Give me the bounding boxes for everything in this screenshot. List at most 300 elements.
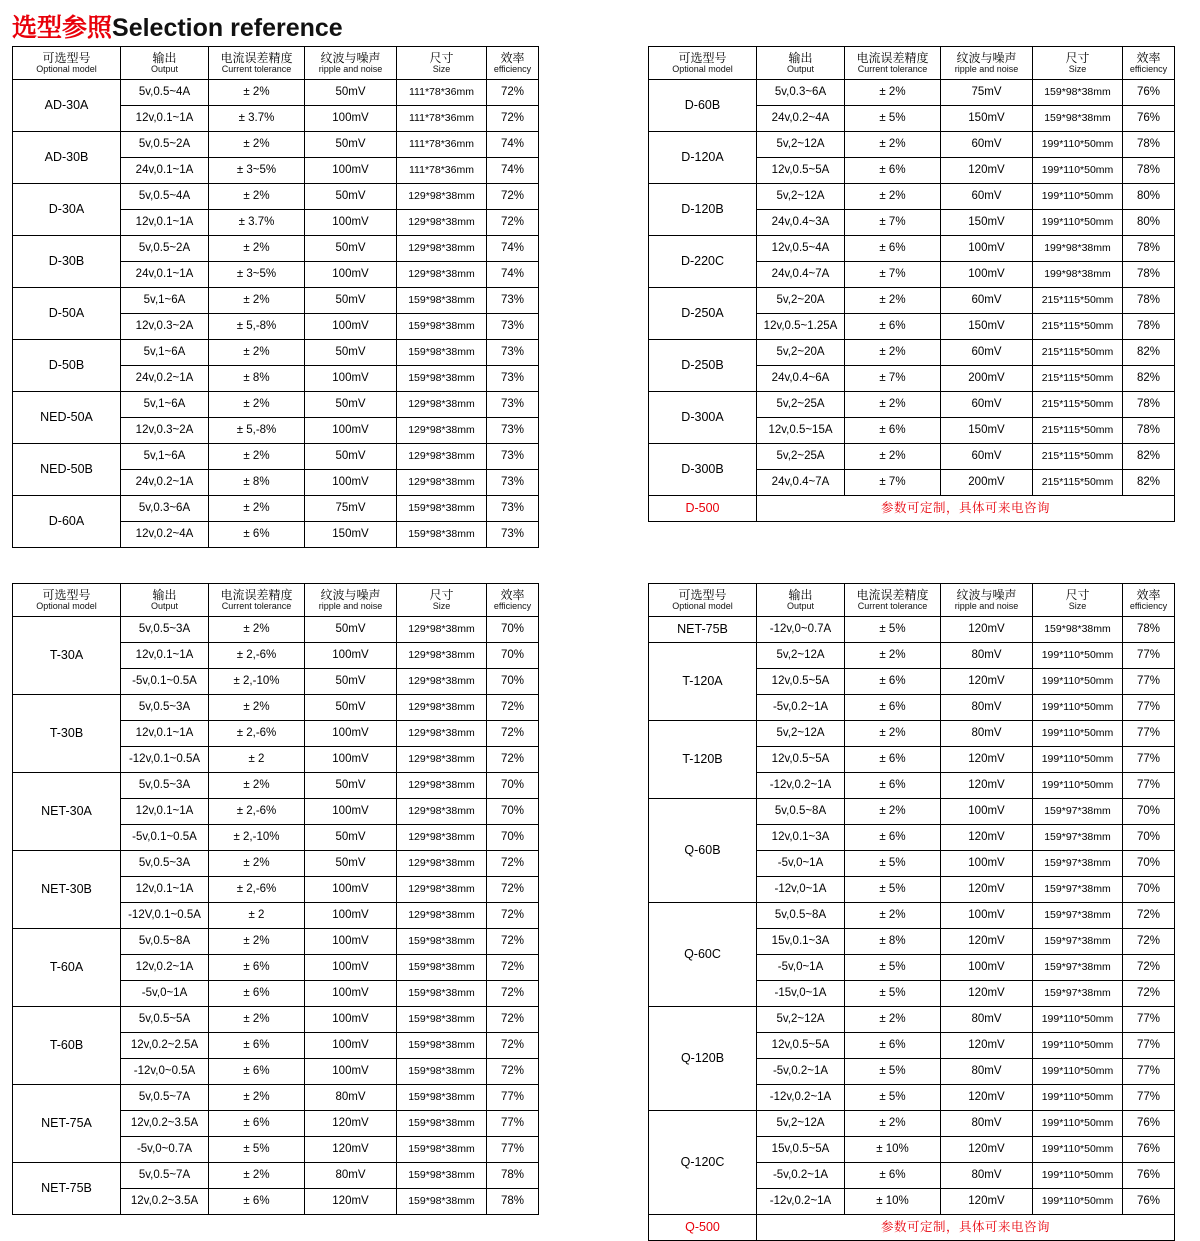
size-cell: 199*110*50mm [1033, 132, 1123, 158]
output-cell: -12v,0~0.5A [121, 1059, 209, 1085]
size-cell: 215*115*50mm [1033, 366, 1123, 392]
table-row [649, 643, 1175, 669]
size-cell: 199*110*50mm [1033, 643, 1123, 669]
output-cell: 5v,0.5~8A [757, 799, 845, 825]
table-row [13, 340, 539, 366]
efficiency-cell: 82% [1123, 340, 1175, 366]
output-cell: 15v,0.1~3A [757, 929, 845, 955]
size-cell: 199*110*50mm [1033, 1163, 1123, 1189]
tolerance-cell: ± 2% [845, 1007, 941, 1033]
ripple-cell: 120mV [941, 981, 1033, 1007]
efficiency-cell: 72% [487, 695, 539, 721]
efficiency-cell: 70% [487, 617, 539, 643]
output-cell: 5v,2~12A [757, 132, 845, 158]
size-cell: 215*115*50mm [1033, 418, 1123, 444]
spec-table [648, 46, 1175, 522]
size-cell: 129*98*38mm [397, 617, 487, 643]
output-cell: 5v,1~6A [121, 392, 209, 418]
model-cell: D-250B [649, 340, 757, 392]
output-cell: 12v,0.2~4A [121, 522, 209, 548]
table-row [649, 1111, 1175, 1137]
ripple-cell: 150mV [941, 314, 1033, 340]
ripple-cell: 100mV [305, 262, 397, 288]
ripple-cell: 50mV [305, 444, 397, 470]
model-cell: Q-120B [649, 1007, 757, 1111]
ripple-cell: 100mV [305, 1033, 397, 1059]
output-cell: 5v,1~6A [121, 444, 209, 470]
size-cell: 129*98*38mm [397, 669, 487, 695]
tolerance-cell: ± 2% [845, 80, 941, 106]
tolerance-cell: ± 7% [845, 366, 941, 392]
col-header-efficiency: 效率 efficiency [487, 47, 539, 80]
table-row [649, 617, 1175, 643]
output-cell: 12v,0.2~3.5A [121, 1111, 209, 1137]
ripple-cell: 50mV [305, 851, 397, 877]
ripple-cell: 50mV [305, 340, 397, 366]
ripple-cell: 100mV [305, 210, 397, 236]
tolerance-cell: ± 2% [209, 236, 305, 262]
output-cell: 24v,0.1~1A [121, 158, 209, 184]
efficiency-cell: 77% [487, 1085, 539, 1111]
efficiency-cell: 76% [1123, 1189, 1175, 1215]
ripple-cell: 100mV [305, 903, 397, 929]
table-header-row [649, 584, 1175, 617]
table-row [13, 929, 539, 955]
ripple-cell: 120mV [941, 1033, 1033, 1059]
table-row [13, 851, 539, 877]
size-cell: 129*98*38mm [397, 825, 487, 851]
efficiency-cell: 74% [487, 236, 539, 262]
ripple-cell: 80mV [305, 1163, 397, 1189]
size-cell: 215*115*50mm [1033, 340, 1123, 366]
size-cell: 199*110*50mm [1033, 1189, 1123, 1215]
output-cell: -5v,0.2~1A [757, 1163, 845, 1189]
efficiency-cell: 70% [1123, 799, 1175, 825]
ripple-cell: 50mV [305, 617, 397, 643]
ripple-cell: 120mV [941, 929, 1033, 955]
model-cell: NED-50A [13, 392, 121, 444]
model-cell: NET-75A [13, 1085, 121, 1163]
output-cell: 12v,0.5~5A [757, 669, 845, 695]
ripple-cell: 100mV [941, 903, 1033, 929]
efficiency-cell: 77% [1123, 747, 1175, 773]
model-cell: Q-60B [649, 799, 757, 903]
table-row [649, 184, 1175, 210]
efficiency-cell: 70% [487, 643, 539, 669]
tolerance-cell: ± 2,-10% [209, 669, 305, 695]
tolerance-cell: ± 8% [845, 929, 941, 955]
col-header-efficiency: 效率 efficiency [1123, 584, 1175, 617]
tolerance-cell: ± 8% [209, 366, 305, 392]
efficiency-cell: 80% [1123, 184, 1175, 210]
size-cell: 111*78*36mm [397, 132, 487, 158]
efficiency-cell: 73% [487, 496, 539, 522]
size-cell: 159*97*38mm [1033, 929, 1123, 955]
col-header-size: 尺寸 Size [397, 584, 487, 617]
size-cell: 159*98*38mm [397, 314, 487, 340]
output-cell: 12v,0.5~4A [757, 236, 845, 262]
size-cell: 199*110*50mm [1033, 747, 1123, 773]
tolerance-cell: ± 2% [845, 643, 941, 669]
model-cell: T-60B [13, 1007, 121, 1085]
efficiency-cell: 70% [1123, 851, 1175, 877]
output-cell: 12v,0.1~1A [121, 721, 209, 747]
ripple-cell: 80mV [941, 1007, 1033, 1033]
ripple-cell: 120mV [941, 773, 1033, 799]
tolerance-cell: ± 2% [209, 929, 305, 955]
tolerance-cell: ± 3.7% [209, 210, 305, 236]
output-cell: 5v,1~6A [121, 288, 209, 314]
tolerance-cell: ± 2% [209, 1007, 305, 1033]
output-cell: -5v,0~1A [121, 981, 209, 1007]
tolerance-cell: ± 5,-8% [209, 418, 305, 444]
ripple-cell: 60mV [941, 340, 1033, 366]
model-cell: D-30A [13, 184, 121, 236]
output-cell: 5v,0.5~5A [121, 1007, 209, 1033]
tolerance-cell: ± 2 [209, 747, 305, 773]
output-cell: 12v,0.5~15A [757, 418, 845, 444]
model-cell: T-120B [649, 721, 757, 799]
efficiency-cell: 72% [487, 903, 539, 929]
output-cell: 5v,2~12A [757, 1007, 845, 1033]
efficiency-cell: 72% [487, 184, 539, 210]
efficiency-cell: 82% [1123, 366, 1175, 392]
model-cell: Q-500 [649, 1215, 757, 1241]
col-header-size: 尺寸 Size [1033, 47, 1123, 80]
col-header-model: 可选型号 Optional model [649, 584, 757, 617]
ripple-cell: 50mV [305, 825, 397, 851]
ripple-cell: 100mV [305, 1059, 397, 1085]
ripple-cell: 100mV [305, 643, 397, 669]
tolerance-cell: ± 6% [845, 236, 941, 262]
table-row [13, 617, 539, 643]
ripple-cell: 120mV [941, 669, 1033, 695]
tolerance-cell: ± 2% [209, 132, 305, 158]
size-cell: 199*110*50mm [1033, 773, 1123, 799]
col-header-tolerance: 电流误差精度 Current tolerance [209, 584, 305, 617]
efficiency-cell: 76% [1123, 80, 1175, 106]
tolerance-cell: ± 5% [845, 106, 941, 132]
ripple-cell: 75mV [941, 80, 1033, 106]
efficiency-cell: 77% [487, 1111, 539, 1137]
col-header-tolerance: 电流误差精度 Current tolerance [845, 584, 941, 617]
size-cell: 159*98*38mm [397, 1137, 487, 1163]
size-cell: 129*98*38mm [397, 418, 487, 444]
ripple-cell: 50mV [305, 773, 397, 799]
ripple-cell: 150mV [305, 522, 397, 548]
ripple-cell: 100mV [305, 929, 397, 955]
efficiency-cell: 77% [1123, 721, 1175, 747]
ripple-cell: 100mV [941, 799, 1033, 825]
output-cell: -5v,0~1A [757, 955, 845, 981]
table-row [13, 695, 539, 721]
size-cell: 199*98*38mm [1033, 236, 1123, 262]
efficiency-cell: 78% [1123, 288, 1175, 314]
model-cell: T-60A [13, 929, 121, 1007]
size-cell: 199*98*38mm [1033, 262, 1123, 288]
page-title-en: Selection reference [112, 14, 343, 42]
ripple-cell: 120mV [305, 1189, 397, 1215]
efficiency-cell: 77% [1123, 669, 1175, 695]
ripple-cell: 150mV [941, 418, 1033, 444]
tolerance-cell: ± 6% [209, 1059, 305, 1085]
table-row [649, 392, 1175, 418]
output-cell: 5v,2~20A [757, 340, 845, 366]
tolerance-cell: ± 2,-10% [209, 825, 305, 851]
ripple-cell: 100mV [941, 236, 1033, 262]
ripple-cell: 50mV [305, 132, 397, 158]
output-cell: 5v,1~6A [121, 340, 209, 366]
table-row [649, 288, 1175, 314]
output-cell: 5v,0.5~7A [121, 1163, 209, 1189]
efficiency-cell: 74% [487, 158, 539, 184]
tolerance-cell: ± 6% [209, 1033, 305, 1059]
tolerance-cell: ± 2,-6% [209, 799, 305, 825]
size-cell: 159*97*38mm [1033, 903, 1123, 929]
ripple-cell: 120mV [941, 617, 1033, 643]
model-cell: D-60B [649, 80, 757, 132]
col-header-tolerance: 电流误差精度 Current tolerance [209, 47, 305, 80]
size-cell: 199*110*50mm [1033, 158, 1123, 184]
ripple-cell: 100mV [305, 981, 397, 1007]
size-cell: 159*98*38mm [397, 1189, 487, 1215]
col-header-ripple: 纹波与噪声 ripple and noise [305, 47, 397, 80]
table-row [649, 903, 1175, 929]
output-cell: 12v,0.2~3.5A [121, 1189, 209, 1215]
tolerance-cell: ± 6% [845, 314, 941, 340]
efficiency-cell: 78% [1123, 236, 1175, 262]
output-cell: 5v,0.5~4A [121, 80, 209, 106]
size-cell: 129*98*38mm [397, 903, 487, 929]
output-cell: 5v,0.5~8A [757, 903, 845, 929]
ripple-cell: 100mV [941, 262, 1033, 288]
size-cell: 215*115*50mm [1033, 288, 1123, 314]
efficiency-cell: 77% [1123, 1033, 1175, 1059]
table-header-row [13, 584, 539, 617]
output-cell: 12v,0.3~2A [121, 418, 209, 444]
tolerance-cell: ± 6% [209, 955, 305, 981]
tolerance-cell: ± 2% [209, 1163, 305, 1189]
ripple-cell: 50mV [305, 184, 397, 210]
ripple-cell: 60mV [941, 444, 1033, 470]
efficiency-cell: 72% [487, 210, 539, 236]
table-row [649, 721, 1175, 747]
efficiency-cell: 73% [487, 366, 539, 392]
model-cell: AD-30A [13, 80, 121, 132]
size-cell: 159*98*38mm [397, 955, 487, 981]
size-cell: 215*115*50mm [1033, 470, 1123, 496]
efficiency-cell: 80% [1123, 210, 1175, 236]
size-cell: 129*98*38mm [397, 210, 487, 236]
efficiency-cell: 78% [1123, 392, 1175, 418]
efficiency-cell: 72% [1123, 955, 1175, 981]
efficiency-cell: 77% [487, 1137, 539, 1163]
tolerance-cell: ± 2% [209, 695, 305, 721]
col-header-output: 输出 Output [121, 584, 209, 617]
efficiency-cell: 72% [487, 1007, 539, 1033]
output-cell: -5v,0.1~0.5A [121, 825, 209, 851]
tolerance-cell: ± 10% [845, 1189, 941, 1215]
efficiency-cell: 74% [487, 132, 539, 158]
efficiency-cell: 73% [487, 418, 539, 444]
ripple-cell: 120mV [941, 747, 1033, 773]
col-header-model: 可选型号 Optional model [13, 584, 121, 617]
table-header-row [649, 47, 1175, 80]
table-row [649, 1007, 1175, 1033]
tolerance-cell: ± 5% [845, 877, 941, 903]
size-cell: 215*115*50mm [1033, 444, 1123, 470]
col-header-ripple: 纹波与噪声 ripple and noise [941, 47, 1033, 80]
tolerance-cell: ± 6% [209, 1189, 305, 1215]
size-cell: 159*97*38mm [1033, 955, 1123, 981]
size-cell: 159*98*38mm [397, 1007, 487, 1033]
efficiency-cell: 73% [487, 314, 539, 340]
model-cell: NET-75B [649, 617, 757, 643]
output-cell: 5v,0.5~2A [121, 236, 209, 262]
efficiency-cell: 70% [1123, 825, 1175, 851]
tolerance-cell: ± 7% [845, 262, 941, 288]
tolerance-cell: ± 6% [845, 1033, 941, 1059]
model-cell: T-30A [13, 617, 121, 695]
output-cell: 5v,0.5~3A [121, 695, 209, 721]
ripple-cell: 200mV [941, 470, 1033, 496]
tolerance-cell: ± 6% [209, 981, 305, 1007]
tolerance-cell: ± 2% [845, 184, 941, 210]
col-header-output: 输出 Output [757, 47, 845, 80]
table-row [13, 496, 539, 522]
output-cell: 12v,0.3~2A [121, 314, 209, 340]
ripple-cell: 100mV [305, 418, 397, 444]
model-cell: D-30B [13, 236, 121, 288]
col-header-ripple: 纹波与噪声 ripple and noise [941, 584, 1033, 617]
custom-note-cell: 参数可定制，具体可来电咨询 [757, 1215, 1175, 1241]
tolerance-cell: ± 6% [209, 1111, 305, 1137]
tolerance-cell: ± 3.7% [209, 106, 305, 132]
efficiency-cell: 77% [1123, 1007, 1175, 1033]
ripple-cell: 120mV [941, 158, 1033, 184]
efficiency-cell: 72% [487, 877, 539, 903]
col-header-output: 输出 Output [121, 47, 209, 80]
size-cell: 129*98*38mm [397, 444, 487, 470]
table-header-row [13, 47, 539, 80]
tolerance-cell: ± 2% [209, 444, 305, 470]
output-cell: -12v,0.2~1A [757, 773, 845, 799]
efficiency-cell: 72% [487, 955, 539, 981]
model-cell: NET-75B [13, 1163, 121, 1215]
efficiency-cell: 70% [487, 773, 539, 799]
size-cell: 159*98*38mm [397, 496, 487, 522]
tolerance-cell: ± 6% [209, 522, 305, 548]
size-cell: 129*98*38mm [397, 236, 487, 262]
model-cell: NET-30A [13, 773, 121, 851]
model-cell: D-300A [649, 392, 757, 444]
size-cell: 129*98*38mm [397, 851, 487, 877]
tolerance-cell: ± 2% [845, 288, 941, 314]
ripple-cell: 80mV [941, 1111, 1033, 1137]
size-cell: 215*115*50mm [1033, 392, 1123, 418]
size-cell: 159*97*38mm [1033, 851, 1123, 877]
efficiency-cell: 78% [487, 1189, 539, 1215]
table-row [649, 80, 1175, 106]
ripple-cell: 120mV [941, 1085, 1033, 1111]
efficiency-cell: 70% [487, 799, 539, 825]
ripple-cell: 80mV [305, 1085, 397, 1111]
ripple-cell: 80mV [941, 1059, 1033, 1085]
output-cell: -12v,0~0.7A [757, 617, 845, 643]
ripple-cell: 100mV [305, 721, 397, 747]
efficiency-cell: 72% [487, 80, 539, 106]
tolerance-cell: ± 6% [845, 418, 941, 444]
output-cell: 12v,0.1~1A [121, 643, 209, 669]
table-row [649, 444, 1175, 470]
output-cell: 12v,0.5~1.25A [757, 314, 845, 340]
col-header-model: 可选型号 Optional model [649, 47, 757, 80]
ripple-cell: 80mV [941, 695, 1033, 721]
ripple-cell: 100mV [305, 955, 397, 981]
efficiency-cell: 72% [487, 721, 539, 747]
ripple-cell: 50mV [305, 669, 397, 695]
output-cell: -15v,0~1A [757, 981, 845, 1007]
efficiency-cell: 78% [1123, 418, 1175, 444]
col-header-efficiency: 效率 efficiency [487, 584, 539, 617]
tolerance-cell: ± 2% [209, 340, 305, 366]
output-cell: 5v,2~25A [757, 444, 845, 470]
size-cell: 159*98*38mm [397, 1111, 487, 1137]
table-row [13, 392, 539, 418]
output-cell: 12v,0.1~1A [121, 877, 209, 903]
spec-table-3 [12, 583, 539, 1215]
size-cell: 111*78*36mm [397, 80, 487, 106]
ripple-cell: 100mV [305, 877, 397, 903]
tolerance-cell: ± 10% [845, 1137, 941, 1163]
size-cell: 129*98*38mm [397, 695, 487, 721]
table-row [13, 132, 539, 158]
output-cell: 24v,0.2~1A [121, 366, 209, 392]
size-cell: 159*98*38mm [397, 1033, 487, 1059]
output-cell: 24v,0.2~1A [121, 470, 209, 496]
output-cell: 5v,0.5~7A [121, 1085, 209, 1111]
tolerance-cell: ± 2,-6% [209, 643, 305, 669]
spec-table [12, 46, 539, 548]
efficiency-cell: 78% [1123, 132, 1175, 158]
ripple-cell: 120mV [941, 825, 1033, 851]
ripple-cell: 80mV [941, 721, 1033, 747]
output-cell: 12v,0.5~5A [757, 1033, 845, 1059]
size-cell: 199*110*50mm [1033, 669, 1123, 695]
output-cell: 24v,0.4~3A [757, 210, 845, 236]
tolerance-cell: ± 6% [845, 1163, 941, 1189]
tolerance-cell: ± 7% [845, 470, 941, 496]
efficiency-cell: 70% [487, 825, 539, 851]
output-cell: 24v,0.4~7A [757, 470, 845, 496]
output-cell: 12v,0.5~5A [757, 158, 845, 184]
spec-table-4 [648, 583, 1175, 1241]
size-cell: 199*110*50mm [1033, 1007, 1123, 1033]
ripple-cell: 200mV [941, 366, 1033, 392]
table-row [649, 799, 1175, 825]
tolerance-cell: ± 8% [209, 470, 305, 496]
ripple-cell: 100mV [305, 1007, 397, 1033]
efficiency-cell: 72% [487, 1059, 539, 1085]
col-header-tolerance: 电流误差精度 Current tolerance [845, 47, 941, 80]
ripple-cell: 120mV [941, 1137, 1033, 1163]
col-header-ripple: 纹波与噪声 ripple and noise [305, 584, 397, 617]
tolerance-cell: ± 2% [845, 799, 941, 825]
output-cell: 5v,2~12A [757, 643, 845, 669]
size-cell: 199*110*50mm [1033, 1059, 1123, 1085]
efficiency-cell: 73% [487, 470, 539, 496]
table-row [649, 236, 1175, 262]
